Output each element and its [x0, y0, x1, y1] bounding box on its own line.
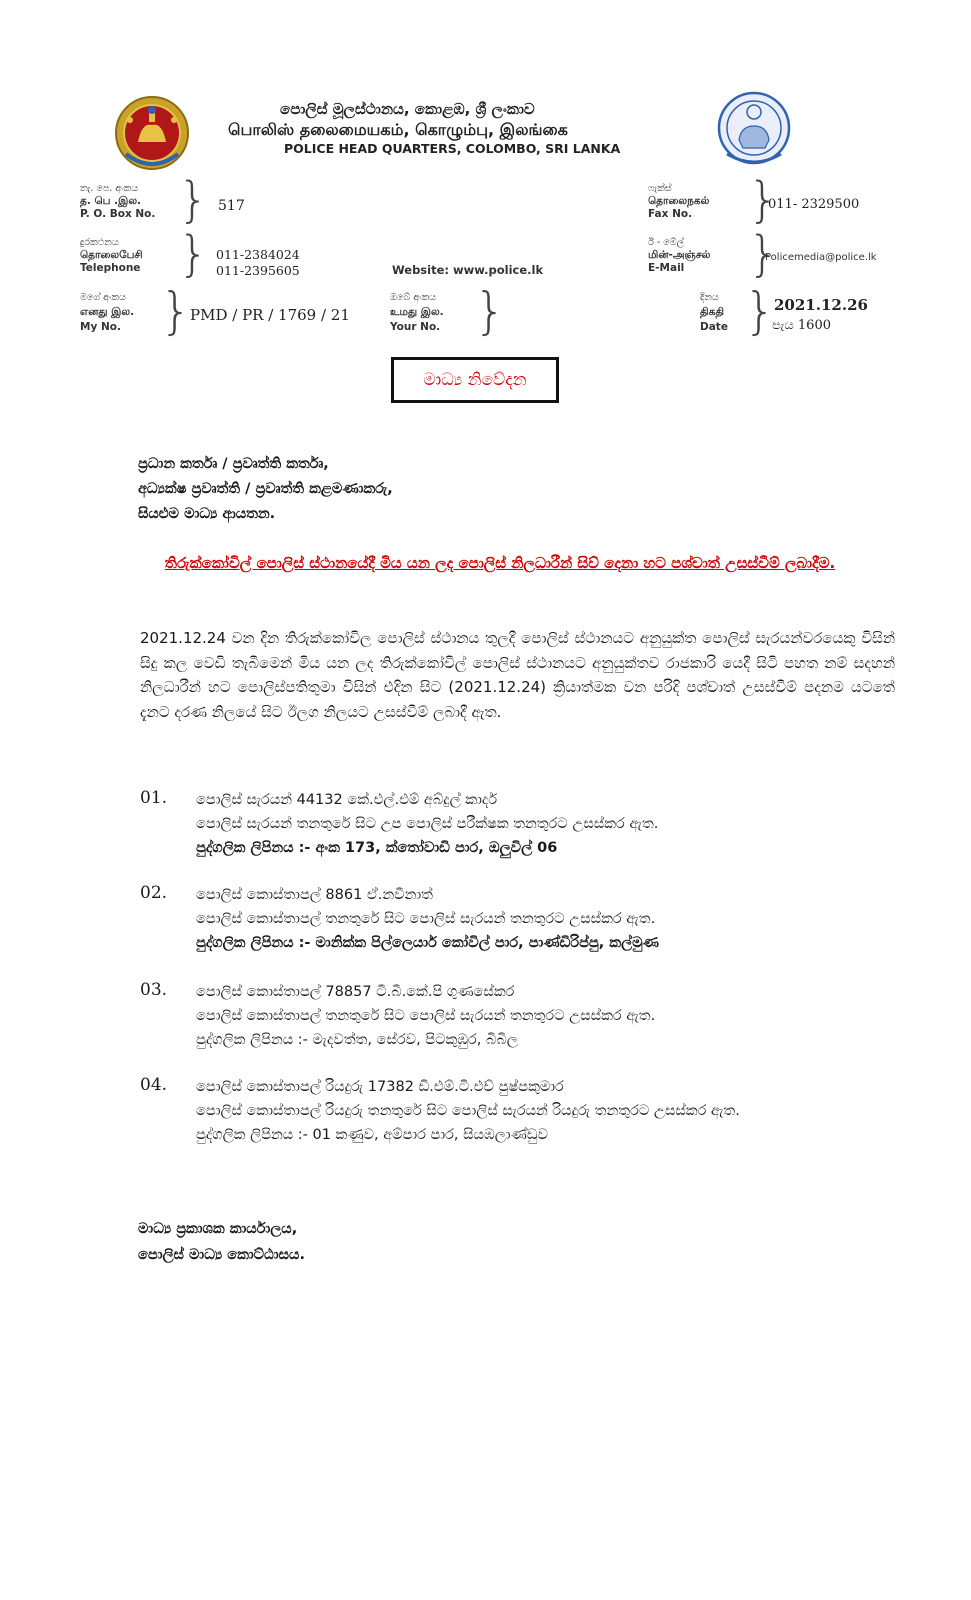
addressee-line: සියළුම මාධ්‍ය ආයතන. [138, 506, 276, 522]
item-promotion: පොලිස් කොස්තාපල් තනතුරේ සිට පොලිස් සැරයන් තනතුරට උසස්කර ඇත. [196, 911, 656, 927]
item-promotion: පොලිස් කොස්තාපල් තනතුරේ සිට පොලිස් සැරයන් තනතුරට උසස්කර ඇත. [196, 1008, 656, 1024]
date-value: 2021.12.26 [774, 296, 868, 314]
item-promotion: පොලිස් සැරයන් තනතුරේ සිට උප පොලිස් පරීක්ෂක තනතුරට උසස්කර ඇත. [196, 816, 659, 832]
header-english: POLICE HEAD QUARTERS, COLOMBO, SRI LANKA [284, 141, 621, 156]
my-no-label: මගේ අංකය எனது இல. My No. [80, 292, 135, 333]
date-brace: } [744, 282, 776, 340]
addressee-block [138, 452, 393, 527]
item-address: පුද්ගලික ලිපිනය :- මානික්ක පිල්ලෙයාර් කෝවිල් පාර, පාණ්ඩිරිප්පු, කල්මුණ [196, 935, 659, 951]
telephone-brace: } [178, 226, 209, 282]
telephone-value-2: 011-2395605 [216, 263, 300, 278]
item-address: පුද්ගලික ලිපිනය :- අංක 173, ක්තෝවාඩි පාර, ඔලුවිල් 06 [196, 840, 558, 856]
footer-signature [138, 1216, 305, 1268]
your-no-label: ඔබේ අංකය உமது இல. Your No. [390, 292, 444, 333]
item-promotion: පොලිස් කොස්තාපල් රියදුරු තනතුරේ සිට පොලිස් සැරයන් රියදුරු තනතුරට උසස්කර ඇත. [196, 1103, 740, 1119]
item-address: පුද්ගලික ලිපිනය :- 01 කණුව, අම්පාර පාර, සියඹලාණ්ඩුව [196, 1127, 549, 1143]
po-box-brace: } [178, 172, 209, 228]
telephone-label: දුරකථනය தொலைபேசி Telephone [80, 237, 143, 274]
item-address: පුද්ගලික ලිපිනය :- මැදවත්ත, සේරව, පිටකුඹුර, බිබිල [196, 1032, 518, 1048]
date-label: දිනය திகதி Date [700, 292, 728, 333]
header-sinhala: පොලිස් මූලස්ථානය, කොළඹ, ශ්‍රී ලංකාව [280, 100, 535, 118]
item-number: 01. [140, 788, 168, 808]
po-box-label: තැ. පෙ. අංකය த. பெ .இல. P. O. Box No. [80, 183, 156, 220]
fax-value: 011- 2329500 [768, 197, 860, 212]
headline: තිරුක්කෝවිල් පොලිස් ස්ථානයේදී මිය යන ලද පොලිස් නිලධාරීන් සිව් දෙනා හට පශ්චාත් උසස්වීම් ලබාදීම. [164, 554, 836, 572]
telephone-value-1: 011-2384024 [216, 247, 300, 262]
item-number: 04. [140, 1075, 168, 1095]
email-value: Policemedia@police.lk [765, 252, 877, 263]
item-name: පොලිස් කොස්තාපල් 78857 ටී.බී.කේ.පි ගුණසේකර [196, 984, 515, 1000]
item-name: පොලිස් කොස්තාපල් 8861 ඒ.නවීනාත් [196, 887, 433, 903]
media-release-title: මාධ්‍ය නිවේදන [391, 357, 559, 403]
body-paragraph: 2021.12.24 වන දින තිරුක්කෝවිල පොලිස් ස්ථානය තුලදී පොලිස් ස්ථානයට අනුයුක්ත පොලිස් සැරයන්වරයෙකු විසින් සිදු කල වෙඩි තැබීමෙන් මිය යන ලද තිරුක්කෝවිල් පොලිස් ස්ථානයට අනුයුක්තව රාජකාරි යෙදී සිටි පහත නම් සදහන් නිලධාරීන් හට පොලිස්පතිතුමා විසින් එදින සිට (2021.12.24) ක්‍රියාත්මක වන පරිදි පශ්චාත් උසස්වීම් පදනම යටතේ දැනට දරණ නිලයේ සිට ඊලග නිලයට උසස්වීම් ලබාදී ඇත. [140, 629, 895, 721]
fax-brace: } [748, 172, 779, 228]
footer-line: පොලිස් මාධ්‍ය කොට්ඨාසය. [138, 1247, 305, 1263]
footer-line: මාධ්‍ය ප්‍රකාශක කාර්යාලය, [138, 1221, 298, 1237]
website-text: Website: www.police.lk [392, 263, 544, 277]
fax-label: ෆැක්ස් தொலைநகல் Fax No. [648, 183, 710, 220]
coat-of-arms-icon [112, 92, 192, 174]
time-value: පැය 1600 [772, 318, 831, 333]
header-tamil: பொலிஸ் தலைமையகம், கொழும்பு, இலங்கை [228, 120, 568, 139]
your-no-brace: } [474, 282, 506, 340]
my-no-brace: } [160, 282, 192, 340]
item-name: පොලිස් කොස්තාපල් රියදුරු 17382 ඩී.එම්.ටී.එච් පුෂ්පකුමාර [196, 1079, 564, 1095]
email-brace: } [748, 226, 779, 282]
addressee-line: අධ්‍යක්ෂ ප්‍රවෘත්ති / ප්‍රවෘත්ති කළමණාකරු, [138, 481, 393, 497]
item-number: 02. [140, 883, 168, 903]
my-no-value: PMD / PR / 1769 / 21 [190, 306, 350, 324]
addressee-line: ප්‍රධාන කර්තෘ / ප්‍රවෘත්ති කර්තෘ, [138, 456, 329, 472]
police-emblem-icon [715, 88, 793, 168]
po-box-value: 517 [218, 198, 245, 214]
email-label: ඊ - මේල් மின்-அஞ்சல் E-Mail [648, 237, 711, 274]
item-number: 03. [140, 980, 168, 1000]
item-name: පොලිස් සැරයන් 44132 කේ.එල්.එම් අබ්දුල් කාදර් [196, 792, 498, 808]
